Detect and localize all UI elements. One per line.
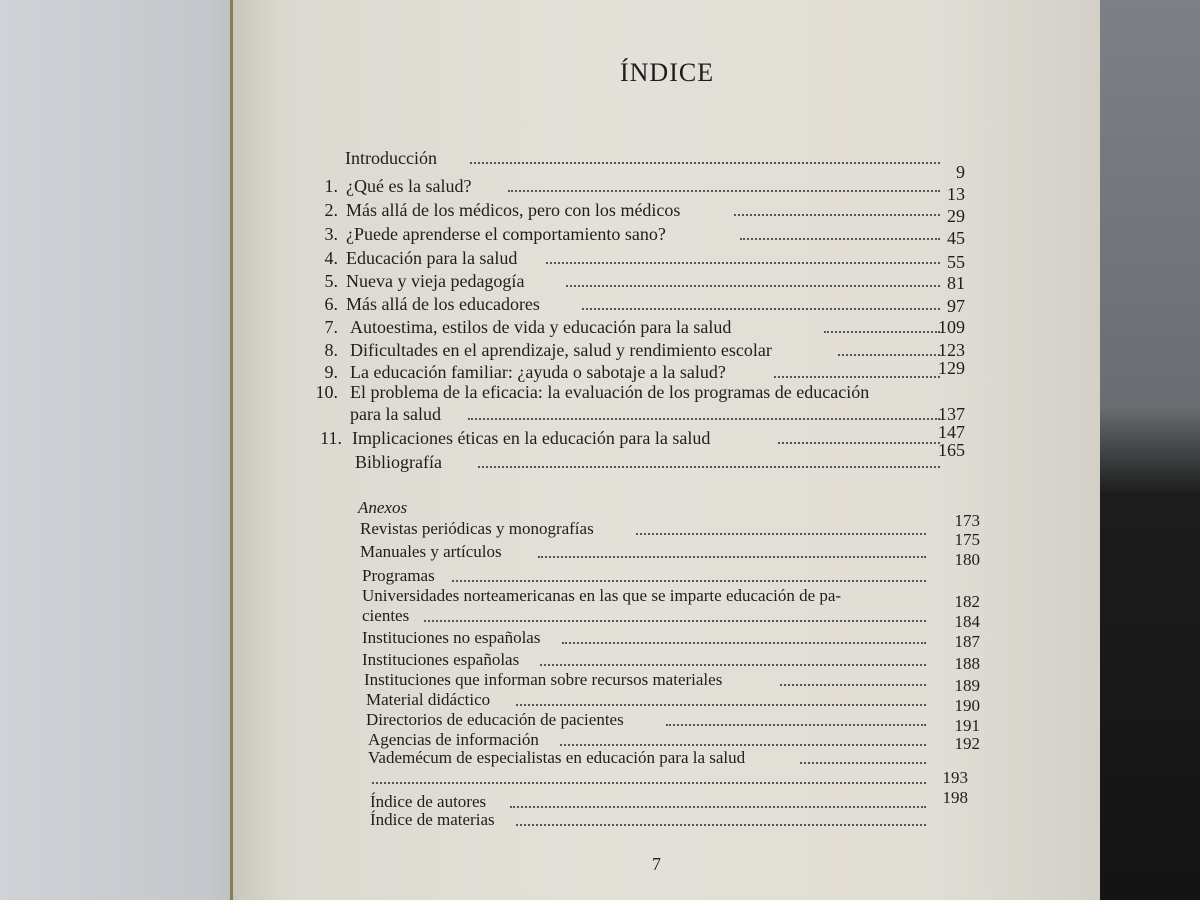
leader-dots [372, 782, 926, 784]
leader-dots [800, 762, 926, 764]
toc-label: Programas [362, 566, 435, 585]
toc-page: 198 [942, 788, 968, 807]
toc-annex [0, 530, 1000, 566]
toc-label: Más allá de los médicos, pero con los médicos [346, 200, 681, 220]
toc-label: Vademécum de especialistas en educación para la salud [368, 748, 746, 767]
toc-label: Instituciones no españolas [362, 628, 541, 647]
annexes-heading: Anexos [358, 498, 408, 517]
toc-page: 180 [954, 550, 980, 569]
toc-page: 192 [954, 734, 980, 753]
toc-label: Índice de autores [370, 792, 487, 811]
toc-page: 55 [947, 252, 965, 272]
toc-page: 182 [954, 592, 980, 611]
toc-label-continued: para la salud [350, 404, 441, 424]
chapter-number: 10. [315, 382, 338, 402]
toc-label: Instituciones españolas [362, 650, 520, 669]
toc-label-continued: cientes [362, 606, 410, 625]
toc-annex [0, 511, 1000, 543]
toc-chapter [0, 422, 1000, 452]
leader-dots [666, 724, 926, 726]
leader-dots [516, 824, 926, 826]
toc-annex-page [0, 770, 1000, 794]
toc-label: Autoestima, estilos de vida y educación para la salud [350, 317, 732, 337]
chapter-number: 8. [324, 340, 338, 360]
toc-chapter-continued [0, 404, 1000, 428]
toc-label: Introducción [345, 148, 437, 168]
chapter-number: 7. [324, 317, 338, 337]
toc-page: 147 [938, 422, 965, 442]
toc-page: 137 [938, 404, 965, 424]
leader-dots [452, 580, 926, 582]
leader-dots [508, 190, 940, 192]
toc-label: Agencias de información [368, 730, 539, 749]
leader-dots [478, 466, 940, 468]
leader-dots [540, 664, 926, 666]
toc-annex [0, 748, 1000, 772]
chapter-number: 9. [324, 362, 338, 382]
leader-dots [424, 620, 926, 622]
toc-page: 81 [947, 273, 965, 293]
toc-page: 187 [954, 632, 980, 651]
leader-dots [468, 418, 940, 420]
toc-page: 188 [954, 654, 980, 673]
toc-label: Índice de materias [370, 810, 495, 829]
toc-label: Bibliografía [355, 452, 442, 472]
chapter-number: 4. [324, 248, 338, 268]
toc-bibliography [0, 440, 1000, 476]
leader-dots [636, 533, 926, 535]
toc-label: Dificultades en el aprendizaje, salud y rendimiento escolar [350, 340, 772, 360]
toc-page: 109 [938, 317, 965, 337]
toc-label: ¿Qué es la salud? [346, 176, 472, 196]
toc-chapter [0, 248, 1000, 272]
page-number: 7 [652, 854, 661, 874]
toc-page: 191 [954, 716, 980, 735]
toc-chapter [0, 176, 1000, 204]
toc-label: Manuales y artículos [360, 542, 502, 561]
toc-chapter [0, 271, 1000, 295]
page-title: ÍNDICE [620, 58, 715, 87]
toc-page: 173 [954, 511, 980, 530]
leader-dots [516, 704, 926, 706]
chapter-number: 3. [324, 224, 338, 244]
leader-dots [562, 642, 926, 644]
leader-dots [560, 744, 926, 746]
toc-label: Directorios de educación de pacientes [366, 710, 624, 729]
toc-label: ¿Puede aprenderse el comportamiento sano? [346, 224, 666, 244]
leader-dots [538, 556, 926, 558]
toc-page: 9 [956, 162, 965, 182]
toc-label: Implicaciones éticas en la educación para la salud [352, 428, 711, 448]
leader-dots [546, 262, 940, 264]
chapter-number: 5. [324, 271, 338, 291]
chapter-number: 1. [324, 176, 338, 196]
toc-page: 13 [947, 184, 965, 204]
leader-dots [566, 285, 940, 287]
background [1100, 0, 1200, 900]
chapter-number: 6. [324, 294, 338, 314]
toc-label: Revistas periódicas y monografías [360, 519, 594, 538]
toc-page: 190 [954, 696, 980, 715]
toc-label: La educación familiar: ¿ayuda o sabotaje a la salud? [350, 362, 726, 382]
toc-label: Más allá de los educadores [346, 294, 540, 314]
leader-dots [780, 684, 926, 686]
toc-index [0, 810, 1000, 834]
leader-dots [582, 308, 940, 310]
toc-chapter [0, 200, 1000, 224]
toc-annex [0, 628, 1000, 652]
toc-page: 165 [938, 440, 965, 460]
toc-page: 29 [947, 206, 965, 226]
chapter-number: 11. [320, 428, 342, 448]
toc-page: 175 [954, 530, 980, 549]
toc-chapter [0, 340, 1000, 364]
toc-label: Nueva y vieja pedagogía [346, 271, 525, 291]
toc-chapter [0, 382, 1000, 406]
toc-page: 189 [954, 676, 980, 695]
toc-chapter [0, 317, 1000, 341]
toc-page: 184 [954, 612, 980, 631]
toc-chapter [0, 294, 1000, 318]
toc-label: Universidades norteamericanas en las que se imparte educación de pa- [362, 586, 842, 605]
chapter-number: 2. [324, 200, 338, 220]
toc-page: 193 [942, 768, 968, 787]
toc-page: 97 [947, 296, 965, 316]
toc-page: 129 [938, 358, 965, 378]
toc-label: El problema de la eficacia: la evaluación de los programas de educación [350, 382, 870, 402]
toc-page: 45 [947, 228, 965, 248]
toc-label: Material didáctico [366, 690, 491, 709]
toc-page: 123 [938, 340, 965, 360]
toc-chapter [0, 224, 1000, 248]
toc-label: Educación para la salud [346, 248, 518, 268]
toc-label: Instituciones que informan sobre recursos materiales [364, 670, 723, 689]
leader-dots [510, 806, 926, 808]
